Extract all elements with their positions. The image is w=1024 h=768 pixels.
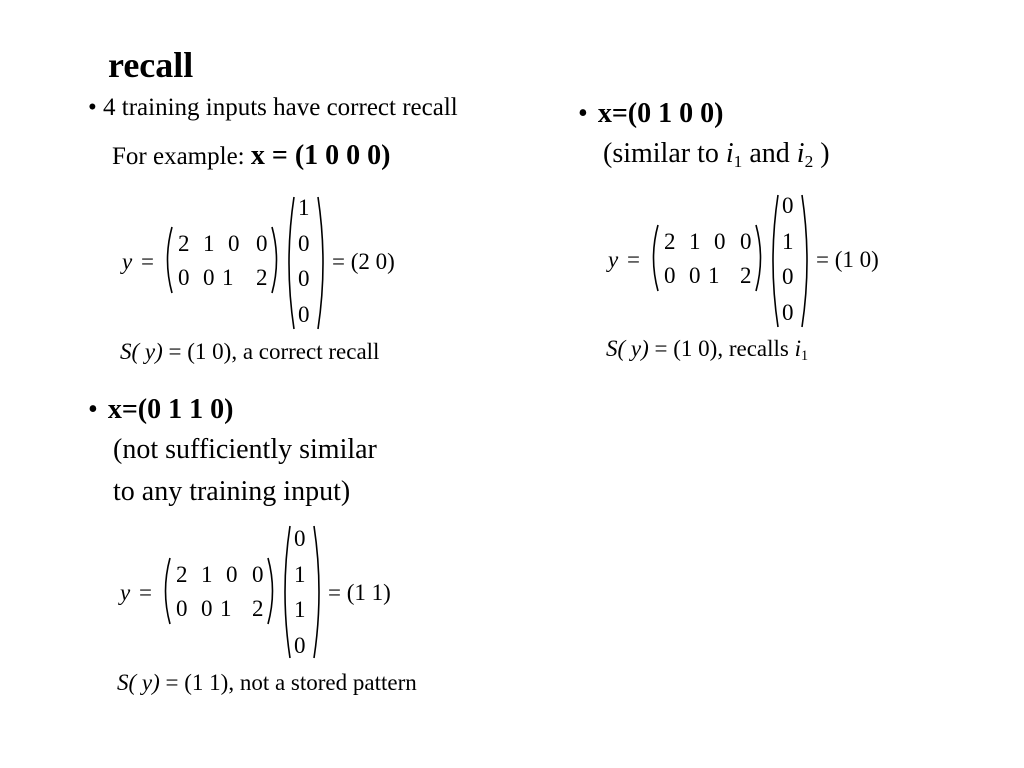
m-r1c3: 0 xyxy=(228,231,240,256)
v-3: 1 xyxy=(294,597,306,622)
eq-result: = (1 1) xyxy=(328,580,391,605)
S-line-right-top xyxy=(606,336,808,365)
m-r1c2: 1 xyxy=(201,562,213,587)
S-arg: ( y) xyxy=(131,339,163,364)
m-r2c1: 0 xyxy=(176,596,188,621)
m-r2c2: 0 xyxy=(689,263,701,288)
bullet-line-training xyxy=(88,94,458,122)
bullet: • xyxy=(88,394,98,425)
m-r1c1: 2 xyxy=(178,231,190,256)
matrix-right-paren xyxy=(266,556,278,626)
example-x: x = (1 0 0 0) xyxy=(250,140,391,171)
eq-equals: = xyxy=(141,249,154,274)
m-r1c2: 1 xyxy=(689,229,701,254)
m-r1c1: 2 xyxy=(176,562,188,587)
not-similar-line: (not sufficiently similar xyxy=(113,434,377,465)
v-4: 0 xyxy=(298,302,310,327)
m-r1c1: 2 xyxy=(664,229,676,254)
m-r1c4: 0 xyxy=(740,229,752,254)
v-1: 1 xyxy=(298,195,310,220)
S-result: = (1 0), recalls xyxy=(648,336,795,361)
m-r2c3: 1 xyxy=(708,263,720,288)
m-r2c3: 1 xyxy=(222,265,234,290)
vector-left-paren xyxy=(768,193,780,329)
example-line xyxy=(112,140,390,172)
m-r1c3: 0 xyxy=(226,562,238,587)
eq-equals: = xyxy=(627,247,640,272)
eq-y: y xyxy=(608,247,619,272)
S-i: i xyxy=(794,336,801,361)
bullet: • xyxy=(578,98,588,129)
eq-result: = (2 0) xyxy=(332,249,395,274)
S-symbol: S xyxy=(120,339,132,364)
m-r2c4: 2 xyxy=(740,263,752,288)
vector-right-paren xyxy=(316,195,328,331)
close-paren: ) xyxy=(813,138,830,169)
v-2: 0 xyxy=(298,231,310,256)
S-arg: ( y) xyxy=(128,670,160,695)
matrix-right-paren xyxy=(754,223,766,293)
S-line-left-bottom xyxy=(117,670,417,696)
matrix-right-paren xyxy=(270,225,282,295)
m-r1c4: 0 xyxy=(256,231,268,256)
similar-prefix: (similar to xyxy=(603,138,726,169)
m-r2c1: 0 xyxy=(178,265,190,290)
m-r2c4: 2 xyxy=(256,265,268,290)
S-arg: ( y) xyxy=(617,336,649,361)
vector-right-paren xyxy=(312,524,324,660)
eq-result: = (1 0) xyxy=(816,247,879,272)
i-sub-1: 1 xyxy=(733,151,743,171)
S-result: = (1 0), a correct recall xyxy=(162,339,380,364)
v-3: 0 xyxy=(782,264,794,289)
m-r2c4: 2 xyxy=(252,596,264,621)
v-4: 0 xyxy=(782,300,794,325)
matrix-left-paren xyxy=(162,225,174,295)
S-result: = (1 1), not a stored pattern xyxy=(159,670,417,695)
bullet-line-x0100 xyxy=(578,98,723,130)
S-symbol: S xyxy=(117,670,129,695)
similar-line xyxy=(603,138,830,172)
x-value: x=(0 1 0 0) xyxy=(597,98,724,129)
S-symbol: S xyxy=(606,336,618,361)
S-line-left-top xyxy=(120,339,379,365)
eq-equals: = xyxy=(139,580,152,605)
example-prefix: For example: xyxy=(112,143,251,170)
v-1: 0 xyxy=(782,193,794,218)
i-sub-2: 2 xyxy=(804,151,814,171)
bullet-line-x0110 xyxy=(88,394,233,426)
vector-left-paren xyxy=(284,195,296,331)
m-r1c2: 1 xyxy=(203,231,215,256)
S-i-sub: 1 xyxy=(800,347,809,364)
v-2: 1 xyxy=(294,562,306,587)
m-r1c3: 0 xyxy=(714,229,726,254)
m-r2c1: 0 xyxy=(664,263,676,288)
v-4: 0 xyxy=(294,633,306,658)
m-r2c3: 1 xyxy=(220,596,232,621)
and-text: and xyxy=(742,138,797,169)
bullet: • xyxy=(88,94,97,121)
m-r1c4: 0 xyxy=(252,562,264,587)
i-symbol-2: i xyxy=(796,138,805,169)
eq-y: y xyxy=(122,249,133,274)
vector-right-paren xyxy=(800,193,812,329)
v-3: 0 xyxy=(298,266,310,291)
v-1: 0 xyxy=(294,526,306,551)
i-symbol: i xyxy=(725,138,734,169)
eq-y: y xyxy=(120,580,131,605)
matrix-left-paren xyxy=(648,223,660,293)
vector-left-paren xyxy=(280,524,292,660)
v-2: 1 xyxy=(782,229,794,254)
m-r2c2: 0 xyxy=(203,265,215,290)
training-inputs-text: 4 training inputs have correct recall xyxy=(103,94,458,121)
m-r2c2: 0 xyxy=(201,596,213,621)
training-input-line: to any training input) xyxy=(113,476,351,507)
slide-title: recall xyxy=(108,45,194,85)
matrix-left-paren xyxy=(160,556,172,626)
x-value: x=(0 1 1 0) xyxy=(107,394,234,425)
